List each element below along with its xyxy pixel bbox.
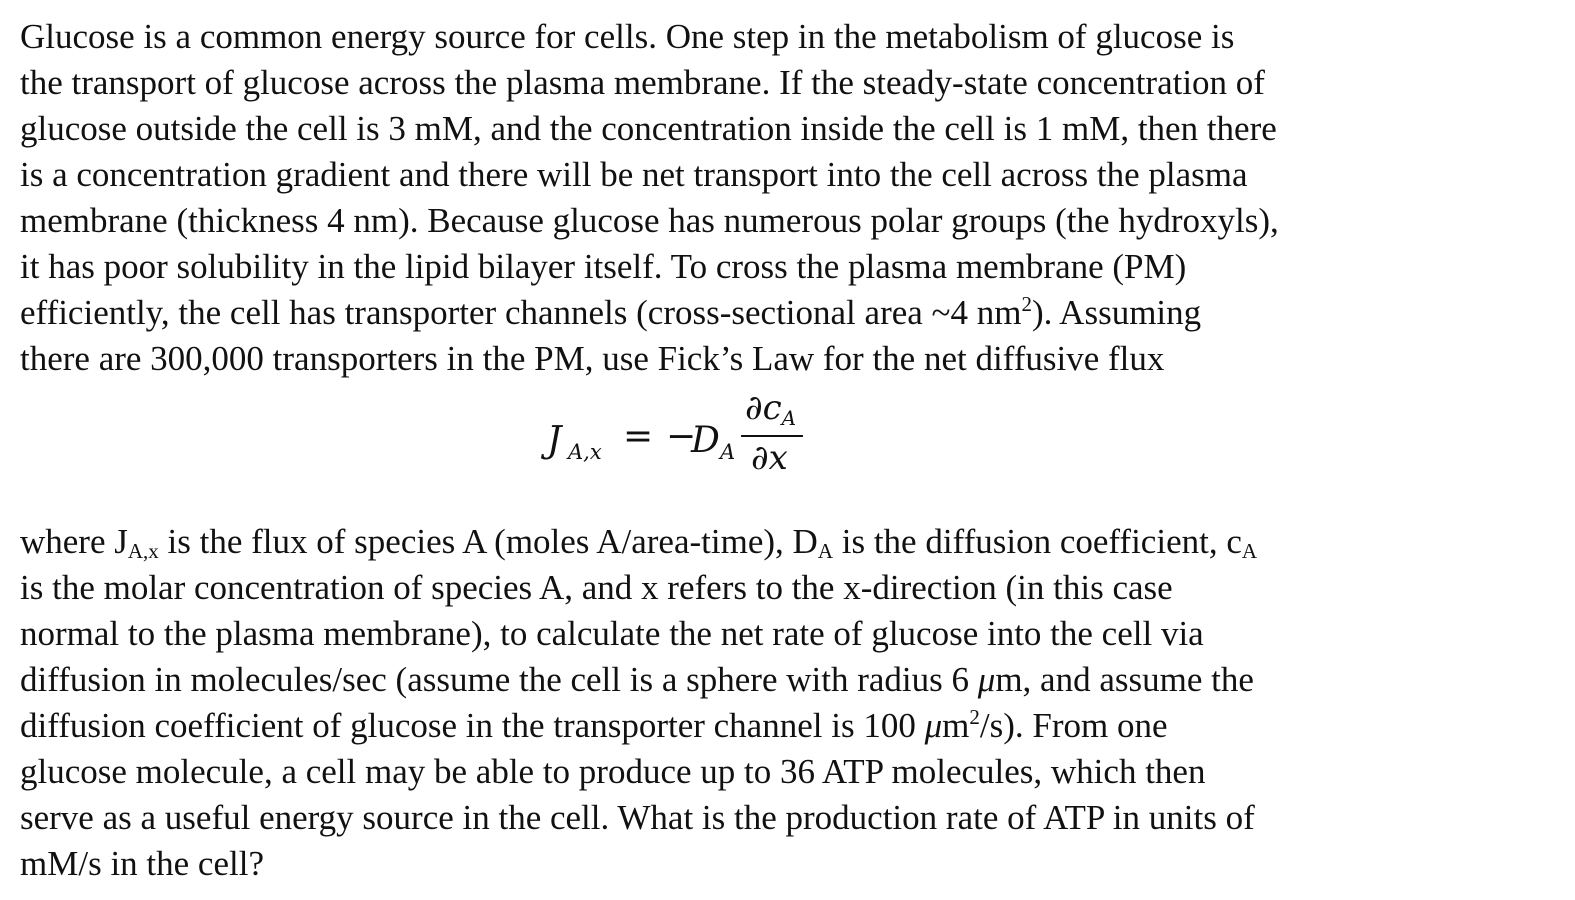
problem-paragraph-question [20,519,1257,887]
subscript: A [1241,539,1258,563]
mu-symbol: μ [924,706,943,745]
diffusion-subscript: A [720,440,736,464]
text-segment: diffusion in molecules/sec (assume the cell is a sphere with radius 6 [20,660,978,699]
text-segment: is the flux of species A (moles A/area-time), D [158,522,818,561]
text-line: normal to the plasma membrane), to calculate the net rate of glucose into the cell via [20,614,1204,653]
numerator-partial: ∂c [745,388,782,428]
fraction-bar [741,435,803,437]
text-line: the transport of glucose across the plasma membrane. If the steady-state concentration of [20,63,1265,102]
minus-sign: − [666,416,697,457]
flux-symbol: J [547,420,562,461]
text-segment: where J [20,522,128,561]
superscript: 2 [1021,292,1032,316]
text-line: mM/s in the cell? [20,844,264,883]
subscript: A,x [127,539,159,563]
diffusion-symbol: D [691,420,720,461]
equals-sign: = [623,416,654,457]
text-segment: efficiently, the cell has transporter channels (cross-sectional area ~4 nm [20,293,1022,332]
text-segment: diffusion coefficient of glucose in the transporter channel is 100 [20,706,925,745]
ficks-law-equation [545,388,845,488]
text-segment: m [942,706,970,745]
flux-subscript: A,x [568,440,602,464]
mu-symbol: μ [977,660,996,699]
text-line [20,519,1257,565]
text-segment: is the diffusion coefficient, c [832,522,1242,561]
text-segment: /s). From one [979,706,1168,745]
problem-paragraph-intro [20,14,1279,382]
text-line: glucose outside the cell is 3 mM, and the concentration inside the cell is 1 mM, then there [20,109,1277,148]
text-line: is a concentration gradient and there will be net transport into the cell across the plasma [20,155,1248,194]
fraction-denominator: ∂x [751,438,788,478]
text-line [20,703,1257,749]
text-line [20,657,1257,703]
text-line [20,290,1279,336]
text-line: serve as a useful energy source in the cell. What is the production rate of ATP in units of [20,798,1255,837]
text-segment: m, and assume the [995,660,1254,699]
text-line: membrane (thickness 4 nm). Because glucose has numerous polar groups (the hydroxyls), [20,201,1279,240]
text-line: is the molar concentration of species A, and x refers to the x-direction (in this case [20,568,1173,607]
text-segment: ). Assuming [1031,293,1202,332]
fraction-numerator [745,388,796,430]
superscript: 2 [969,705,980,729]
subscript: A [817,539,833,563]
text-line: there are 300,000 transporters in the PM, use Fick’s Law for the net diffusive flux [20,339,1165,378]
text-line: it has poor solubility in the lipid bilayer itself. To cross the plasma membrane (PM) [20,247,1187,286]
text-line: glucose molecule, a cell may be able to produce up to 36 ATP molecules, which then [20,752,1206,791]
text-line: Glucose is a common energy source for cells. One step in the metabolism of glucose is [20,17,1235,56]
numerator-subscript: A [781,406,797,430]
